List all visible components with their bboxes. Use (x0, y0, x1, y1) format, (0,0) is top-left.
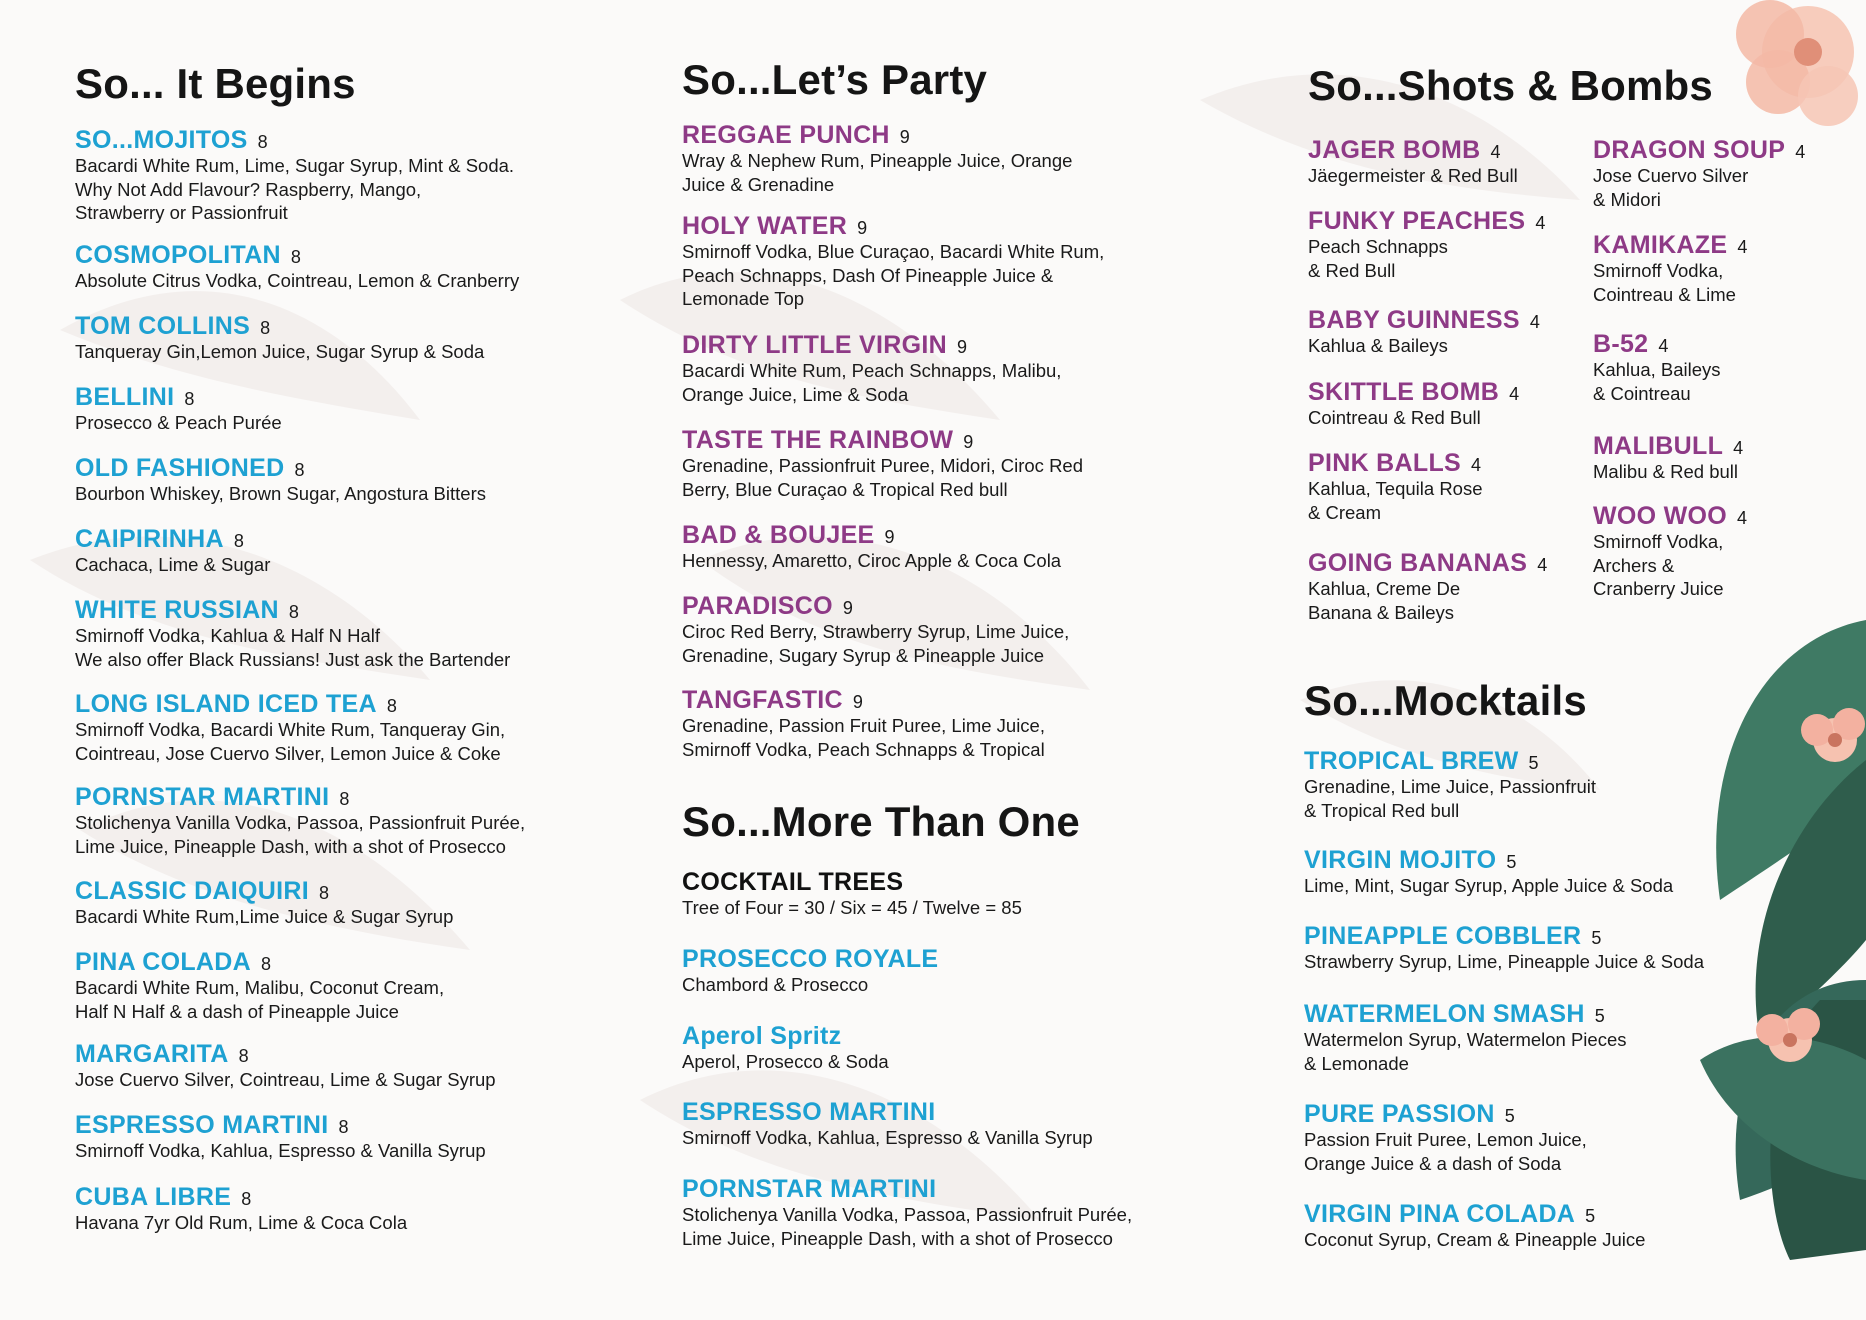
item-name: WHITE RUSSIAN (75, 596, 279, 624)
item-description: Kahlua & Baileys (1308, 335, 1448, 356)
item-name: TANGFASTIC (682, 686, 843, 714)
item-name: B-52 (1593, 330, 1649, 358)
item-description: & Cointreau (1593, 382, 1691, 404)
item-price: 4 (1529, 312, 1540, 332)
item-description: Juice & Grenadine (682, 173, 835, 195)
menu-item (1304, 1000, 1627, 1075)
item-name: PORNSTAR MARTINI (682, 1175, 937, 1203)
item-description: Jose Cuervo Silver (1593, 165, 1749, 186)
item-description: Smirnoff Vodka, (1593, 531, 1724, 552)
item-name: CLASSIC DAIQUIRI (75, 877, 309, 905)
item-description: Smirnoff Vodka, Kahlua, Espresso & Vanilla Syrup (682, 1127, 1093, 1148)
item-description: Half N Half & a dash of Pineapple Juice (75, 1000, 399, 1022)
item-description: Passion Fruit Puree, Lemon Juice, (1304, 1129, 1587, 1150)
item-description: Cranberry Juice (1593, 578, 1724, 599)
item-name: SKITTLE BOMB (1308, 378, 1500, 406)
item-description: Wray & Nephew Rum, Pineapple Juice, Orange (682, 150, 1073, 171)
item-description: Prosecco & Peach Purée (75, 412, 282, 433)
item-price: 5 (1506, 852, 1517, 872)
item-name: GOING BANANAS (1308, 549, 1528, 577)
item-description: Grenadine, Lime Juice, Passionfruit (1304, 776, 1597, 797)
item-name: COCKTAIL TREES (682, 868, 904, 896)
item-price: 8 (339, 789, 350, 809)
item-price: 4 (1737, 508, 1748, 528)
item-description: Bacardi White Rum, Malibu, Coconut Cream, (75, 977, 445, 998)
heading-begins: So... It Begins (75, 60, 356, 107)
item-price: 4 (1658, 336, 1669, 356)
menu-item (682, 212, 1104, 311)
menu-item (1593, 330, 1721, 405)
menu-item (1304, 1200, 1645, 1252)
item-name: Aperol Spritz (682, 1022, 842, 1050)
item-price: 8 (338, 1117, 349, 1137)
item-description: Hennessy, Amaretto, Ciroc Apple & Coca Cola (682, 550, 1062, 571)
item-price: 5 (1504, 1106, 1515, 1126)
heading-shots: So...Shots & Bombs (1308, 62, 1713, 109)
item-price: 4 (1537, 555, 1548, 575)
item-price: 9 (852, 692, 863, 712)
item-name: PURE PASSION (1304, 1100, 1495, 1128)
item-price: 8 (233, 531, 244, 551)
menu-item (682, 1098, 1093, 1150)
heading-mocktails: So...Mocktails (1304, 677, 1587, 724)
item-price: 8 (288, 602, 299, 622)
item-description: Smirnoff Vodka, Kahlua & Half N Half (75, 625, 381, 646)
item-description: Lime Juice, Pineapple Dash, with a shot of Prosecco (75, 835, 506, 857)
item-description: Kahlua, Baileys (1593, 359, 1721, 380)
menu-item (1304, 1100, 1587, 1175)
menu-item (75, 525, 270, 577)
menu-item (1304, 922, 1704, 974)
menu-item (1593, 502, 1747, 601)
item-description: Watermelon Syrup, Watermelon Pieces (1304, 1029, 1627, 1050)
menu-item (75, 1111, 486, 1163)
item-name: OLD FASHIONED (75, 454, 285, 482)
item-description: Banana & Baileys (1308, 601, 1455, 623)
item-description: Smirnoff Vodka, Bacardi White Rum, Tanqueray Gin, (75, 719, 506, 740)
menu-item (1308, 378, 1519, 430)
item-description: Why Not Add Flavour? Raspberry, Mango, (75, 178, 422, 200)
item-name: ESPRESSO MARTINI (75, 1111, 329, 1139)
item-name: MARGARITA (75, 1040, 229, 1068)
item-description: Lime, Mint, Sugar Syrup, Apple Juice & Soda (1304, 875, 1674, 896)
item-name: DRAGON SOUP (1593, 136, 1786, 164)
item-description: Cointreau & Red Bull (1308, 407, 1481, 428)
item-description: Absolute Citrus Vodka, Cointreau, Lemon & Cranberry (75, 270, 520, 291)
menu-item (1308, 207, 1545, 282)
menu-item (682, 945, 938, 997)
item-price: 4 (1795, 142, 1806, 162)
item-description: Bourbon Whiskey, Brown Sugar, Angostura Bitters (75, 483, 486, 504)
menu-item (75, 948, 444, 1023)
item-name: LONG ISLAND ICED TEA (75, 690, 377, 718)
item-price: 8 (257, 132, 268, 152)
item-description: Grenadine, Passion Fruit Puree, Lime Juice, (682, 715, 1045, 736)
item-description: Orange Juice, Lime & Soda (682, 383, 909, 405)
menu-item (682, 686, 1045, 761)
menu-item (75, 596, 510, 671)
item-description: Havana 7yr Old Rum, Lime & Coca Cola (75, 1212, 408, 1233)
item-price: 9 (963, 432, 974, 452)
item-name: JAGER BOMB (1308, 136, 1481, 164)
item-price: 4 (1471, 455, 1482, 475)
menu-item (682, 592, 1069, 667)
item-description: Bacardi White Rum, Lime, Sugar Syrup, Mint & Soda. (75, 155, 515, 176)
item-description: Cointreau & Lime (1593, 283, 1736, 305)
item-price: 5 (1591, 928, 1602, 948)
item-price: 8 (260, 318, 271, 338)
menu-item (682, 426, 1083, 501)
item-name: BABY GUINNESS (1308, 306, 1520, 334)
item-description: Berry, Blue Curaçao & Tropical Red bull (682, 478, 1008, 500)
item-description: Aperol, Prosecco & Soda (682, 1051, 889, 1072)
item-description: Tanqueray Gin,Lemon Juice, Sugar Syrup & Soda (75, 341, 485, 362)
menu-item (682, 121, 1072, 196)
item-description: Bacardi White Rum,Lime Juice & Sugar Syrup (75, 906, 454, 927)
item-price: 5 (1528, 753, 1539, 773)
item-name: PINK BALLS (1308, 449, 1461, 477)
item-description: Cointreau, Jose Cuervo Silver, Lemon Juice & Coke (75, 742, 501, 764)
item-price: 8 (241, 1189, 252, 1209)
item-description: Stolichenya Vanilla Vodka, Passoa, Passionfruit Purée, (682, 1204, 1133, 1225)
item-price: 4 (1509, 384, 1520, 404)
item-price: 8 (184, 389, 195, 409)
item-name: DIRTY LITTLE VIRGIN (682, 331, 947, 359)
item-name: PORNSTAR MARTINI (75, 783, 330, 811)
item-price: 8 (294, 460, 305, 480)
menu-item (682, 868, 1022, 920)
menu-item (75, 383, 282, 435)
item-name: VIRGIN PINA COLADA (1304, 1200, 1576, 1228)
item-name: MALIBULL (1593, 432, 1724, 460)
item-description: Chambord & Prosecco (682, 974, 869, 995)
item-price: 9 (842, 598, 853, 618)
item-description: Orange Juice & a dash of Soda (1304, 1152, 1562, 1174)
item-description: & Red Bull (1308, 259, 1396, 281)
item-price: 9 (884, 527, 895, 547)
item-name: REGGAE PUNCH (682, 121, 890, 149)
item-name: PROSECCO ROYALE (682, 945, 939, 973)
item-description: Smirnoff Vodka, Blue Curaçao, Bacardi White Rum, (682, 241, 1105, 262)
menu-item (682, 1175, 1132, 1250)
menu-item (75, 1040, 496, 1092)
item-price: 8 (386, 696, 397, 716)
menu-item (75, 690, 505, 765)
menu-item (682, 521, 1061, 573)
menu-item (1304, 747, 1596, 822)
item-description: Peach Schnapps, Dash Of Pineapple Juice & (682, 264, 1054, 286)
menu-item (1593, 231, 1747, 306)
item-price: 4 (1490, 142, 1501, 162)
item-description: Grenadine, Sugary Syrup & Pineapple Juice (682, 644, 1044, 666)
item-price: 9 (956, 337, 967, 357)
item-name: KAMIKAZE (1593, 231, 1728, 259)
item-description: & Midori (1593, 188, 1661, 210)
item-description: & Lemonade (1304, 1052, 1409, 1074)
item-price: 4 (1733, 438, 1744, 458)
item-description: Lime Juice, Pineapple Dash, with a shot of Prosecco (682, 1227, 1113, 1249)
item-price: 8 (318, 883, 329, 903)
item-price: 9 (899, 127, 910, 147)
item-description: Smirnoff Vodka, (1593, 260, 1724, 281)
item-name: HOLY WATER (682, 212, 848, 240)
menu-item (75, 877, 453, 929)
menu-item (682, 1022, 889, 1074)
menu-item (75, 241, 519, 293)
item-description: Coconut Syrup, Cream & Pineapple Juice (1304, 1229, 1646, 1250)
menu-item (1304, 846, 1673, 898)
item-description: Peach Schnapps (1308, 236, 1448, 257)
item-name: WATERMELON SMASH (1304, 1000, 1585, 1028)
item-name: PARADISCO (682, 592, 833, 620)
item-name: COSMOPOLITAN (75, 241, 281, 269)
item-description: We also offer Black Russians! Just ask the Bartender (75, 648, 511, 670)
heading-more: So...More Than One (682, 798, 1080, 845)
item-name: VIRGIN MOJITO (1304, 846, 1497, 874)
item-description: & Tropical Red bull (1304, 799, 1460, 821)
item-description: Cachaca, Lime & Sugar (75, 554, 271, 575)
item-name: WOO WOO (1593, 502, 1728, 530)
heading-party: So...Let’s Party (682, 56, 988, 103)
item-price: 4 (1535, 213, 1546, 233)
item-description: Strawberry or Passionfruit (75, 202, 288, 223)
item-name: TASTE THE RAINBOW (682, 426, 954, 454)
item-price: 8 (290, 247, 301, 267)
menu-item (75, 1183, 407, 1235)
item-name: SO...MOJITOS (75, 126, 248, 154)
item-description: Strawberry Syrup, Lime, Pineapple Juice & Soda (1304, 951, 1705, 972)
menu-item (682, 331, 1061, 406)
item-description: Archers & (1593, 554, 1675, 576)
menu-item (75, 783, 525, 858)
item-name: PINA COLADA (75, 948, 251, 976)
item-name: TOM COLLINS (75, 312, 251, 340)
item-description: Bacardi White Rum, Peach Schnapps, Malibu, (682, 360, 1062, 381)
item-description: Smirnoff Vodka, Kahlua, Espresso & Vanilla Syrup (75, 1140, 486, 1161)
item-description: Lemonade Top (682, 288, 805, 309)
item-price: 9 (857, 218, 868, 238)
item-description: Kahlua, Creme De (1308, 578, 1461, 599)
menu-item (75, 312, 484, 364)
menu-item (75, 454, 486, 506)
item-name: PINEAPPLE COBBLER (1304, 922, 1582, 950)
item-description: Smirnoff Vodka, Peach Schnapps & Tropical (682, 738, 1045, 760)
menu-item (1593, 432, 1743, 484)
item-name: ESPRESSO MARTINI (682, 1098, 936, 1126)
item-name: CAIPIRINHA (75, 525, 224, 553)
menu-item (1308, 449, 1483, 524)
item-name: BELLINI (75, 383, 175, 411)
item-description: Ciroc Red Berry, Strawberry Syrup, Lime Juice, (682, 621, 1070, 642)
item-price: 8 (238, 1046, 249, 1066)
item-name: BAD & BOUJEE (682, 521, 875, 549)
item-description: & Cream (1308, 501, 1381, 523)
menu-item (75, 126, 514, 225)
item-price: 5 (1585, 1206, 1596, 1226)
item-name: FUNKY PEACHES (1308, 207, 1526, 235)
menu-item (1308, 136, 1518, 188)
item-name: TROPICAL BREW (1304, 747, 1519, 775)
item-price: 8 (260, 954, 271, 974)
item-description: Malibu & Red bull (1593, 461, 1738, 482)
item-description: Kahlua, Tequila Rose (1308, 478, 1483, 499)
item-price: 5 (1594, 1006, 1605, 1026)
menu-item (1308, 306, 1540, 358)
item-description: Tree of Four = 30 / Six = 45 / Twelve = 85 (682, 897, 1022, 918)
menu-item (1593, 136, 1805, 211)
item-name: CUBA LIBRE (75, 1183, 232, 1211)
item-price: 4 (1737, 237, 1748, 257)
item-description: Stolichenya Vanilla Vodka, Passoa, Passionfruit Purée, (75, 812, 526, 833)
item-description: Jäegermeister & Red Bull (1308, 165, 1518, 186)
item-description: Jose Cuervo Silver, Cointreau, Lime & Sugar Syrup (75, 1069, 496, 1090)
flower-top-right (1736, 0, 1858, 126)
item-description: Grenadine, Passionfruit Puree, Midori, Ciroc Red (682, 455, 1084, 476)
menu-item (1308, 549, 1547, 624)
